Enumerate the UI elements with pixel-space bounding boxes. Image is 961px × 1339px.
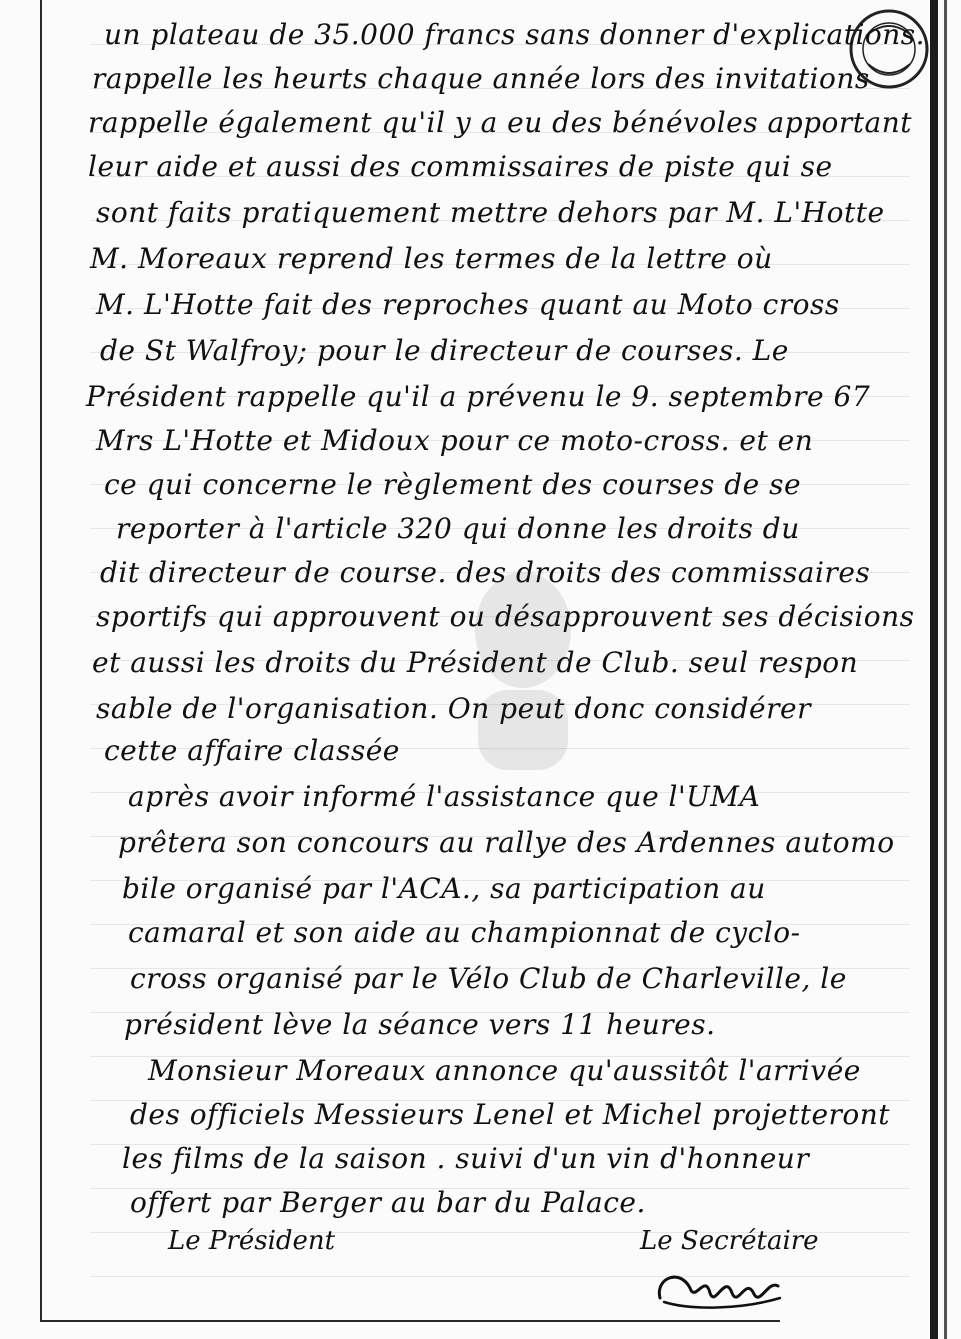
- text-line: reporter à l'article 320 qui donne les droits du: [116, 512, 800, 545]
- page-right-edge: [930, 0, 938, 1339]
- page-right-edge-shadow: [944, 0, 947, 1339]
- text-line: camaral et son aide au championnat de cyclo-: [128, 916, 801, 949]
- text-line: cette affaire classée: [104, 734, 400, 767]
- text-line: sportifs qui approuvent ou désapprouvent ses décisions: [96, 600, 915, 633]
- text-line: des officiels Messieurs Lenel et Michel projetteront: [130, 1098, 891, 1131]
- text-line: rappelle également qu'il y a eu des bénévoles apportant: [88, 106, 913, 139]
- text-line: président lève la séance vers 11 heures.: [124, 1008, 716, 1041]
- text-line: Président rappelle qu'il a prévenu le 9. septembre 67: [86, 380, 871, 413]
- text-line: et aussi les droits du Président de Club. seul respon: [92, 646, 859, 679]
- text-line: sable de l'organisation. On peut donc considérer: [96, 692, 811, 725]
- left-margin-rule: [40, 0, 42, 1320]
- text-line: les films de la saison . suivi d'un vin d'honneur: [122, 1142, 810, 1175]
- text-line: rappelle les heurts chaque année lors des invitations: [92, 62, 870, 95]
- text-line: prêtera son concours au rallye des Ardennes automo: [118, 826, 895, 859]
- text-line: bile organisé par l'ACA., sa participation au: [122, 872, 766, 905]
- text-line: Mrs L'Hotte et Midoux pour ce moto-cross. et en: [96, 424, 814, 457]
- text-line: M. L'Hotte fait des reproches quant au Moto cross: [96, 288, 840, 321]
- closing-president: Le Président: [168, 1226, 336, 1256]
- text-line: offert par Berger au bar du Palace.: [130, 1186, 646, 1219]
- text-line: dit directeur de course. des droits des commissaires: [100, 556, 871, 589]
- text-line: M. Moreaux reprend les termes de la lettre où: [90, 242, 773, 275]
- text-line: leur aide et aussi des commissaires de piste qui se: [88, 150, 833, 183]
- text-line: cross organisé par le Vélo Club de Charleville, le: [130, 962, 847, 995]
- text-line: de St Walfroy; pour le directeur de courses. Le: [100, 334, 789, 367]
- handwritten-signature: [650, 1258, 790, 1318]
- text-line: après avoir informé l'assistance que l'UMA: [128, 780, 761, 813]
- text-line: ce qui concerne le règlement des courses de se: [104, 468, 802, 501]
- text-line: sont faits pratiquement mettre dehors par M. L'Hotte: [96, 196, 885, 229]
- closing-secretary: Le Secrétaire: [640, 1226, 819, 1256]
- text-line: Monsieur Moreaux annonce qu'aussitôt l'arrivée: [148, 1054, 861, 1087]
- bottom-margin-rule: [40, 1320, 780, 1322]
- text-line: un plateau de 35.000 francs sans donner d'explications.: [104, 18, 925, 51]
